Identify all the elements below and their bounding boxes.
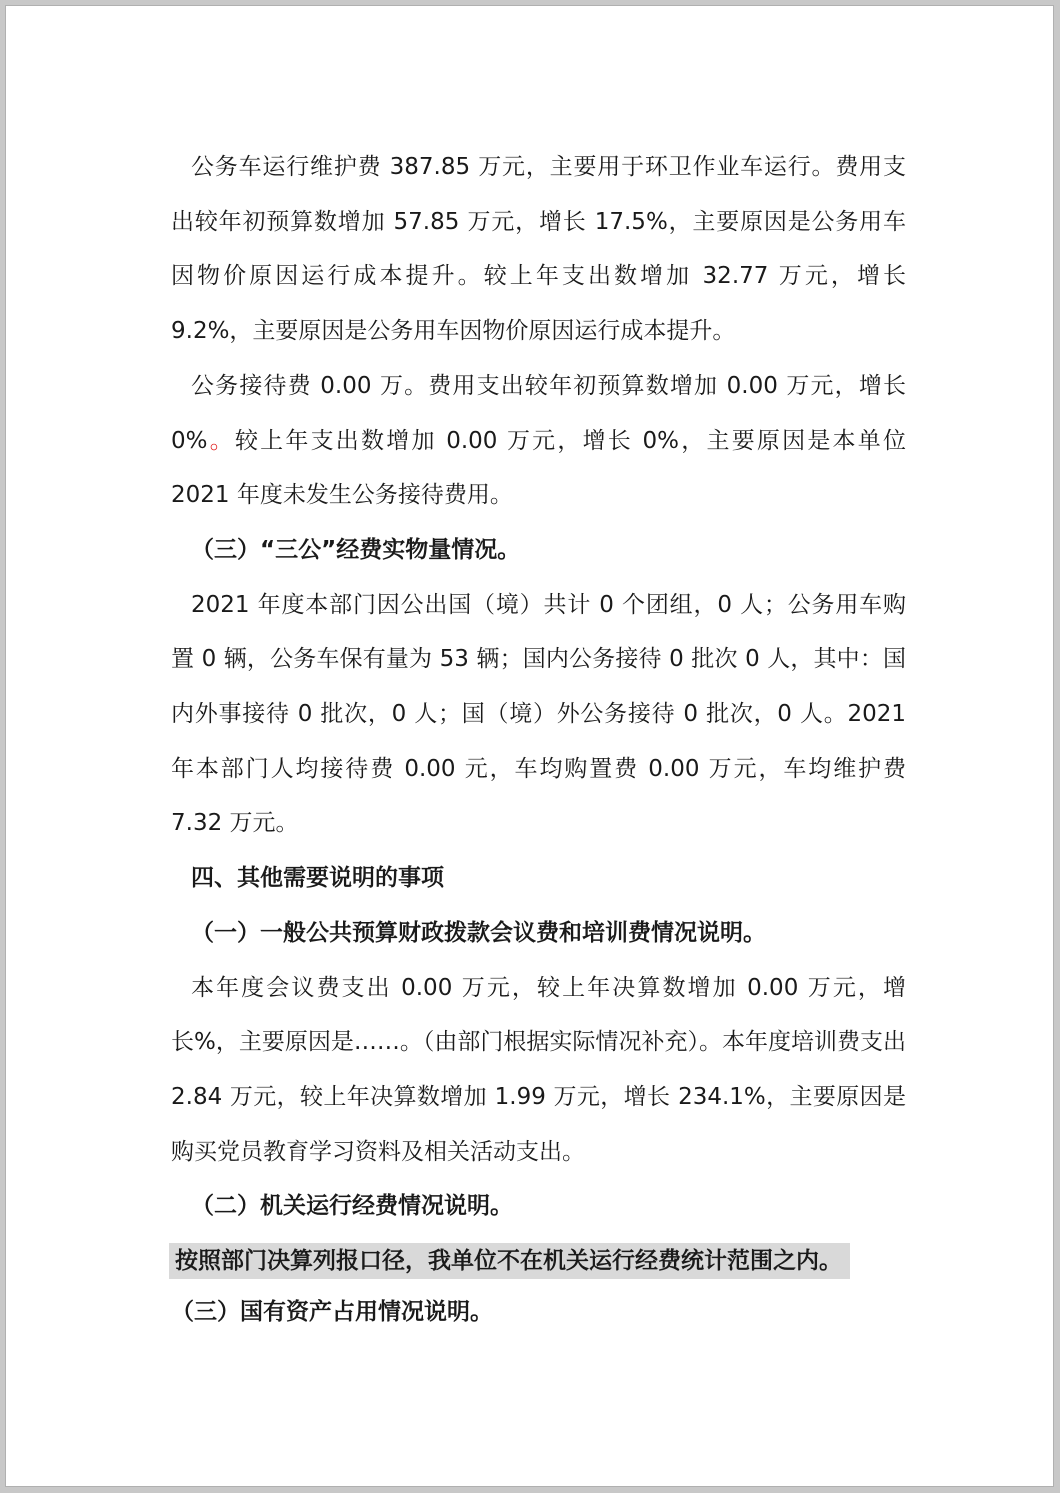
heading-state-assets: （三）国有资产占用情况说明。 xyxy=(171,1299,493,1326)
paragraph-physical-quantity: 2021 年度本部门因公出国（境）共计 0 个团组，0 人；公务用车购置 0 辆，公务车保有量为 53 辆；国内公务接待 0 批次 0 人，其中：国内外事接待 0 批次，0 人；国（境）外公务接待 0 批次，0 人。2021 年本部门人均接待费 0.00 元，车均购置费 0.00 万元，车均维护费 7.32 万元。 xyxy=(171,591,906,837)
heading-operating-expense: （二）机关运行经费情况说明。 xyxy=(191,1193,513,1220)
paragraph-reception-expense xyxy=(171,359,906,523)
reception-text-b: 较上年支出数增加 0.00 万元，增长 0%，主要原因是本单位 2021 年度未发生公务接待费用。 xyxy=(171,427,906,509)
reception-text-a: 公务接待费 0.00 万。费用支出较年初预算数增加 0.00 万元，增长 0% xyxy=(171,372,906,454)
document-page xyxy=(6,6,1053,1486)
highlighted-line-container xyxy=(171,1234,906,1289)
heading-meeting-training: （一）一般公共预算财政拨款会议费和培训费情况说明。 xyxy=(191,919,766,946)
paragraph-vehicle-maintenance: 公务车运行维护费 387.85 万元，主要用于环卫作业车运行。费用支出较年初预算数增加 57.85 万元，增长 17.5%，主要原因是公务用车因物价原因运行成本提升。较上年支出数增加 32.77 万元，增长 9.2%，主要原因是公务用车因物价原因运行成本提升。 xyxy=(171,154,906,345)
heading-other-matters: 四、其他需要说明的事项 xyxy=(191,865,444,892)
heading-physical-quantity: （三）“三公”经费实物量情况。 xyxy=(191,536,521,563)
red-period-mark: 。 xyxy=(207,427,235,454)
highlighted-statement: 按照部门决算列报口径，我单位不在机关运行经费统计范围之内。 xyxy=(169,1243,850,1279)
paragraph-meeting-training: 本年度会议费支出 0.00 万元，较上年决算数增加 0.00 万元，增长%，主要原因是……。（由部门根据实际情况补充）。本年度培训费支出 2.84 万元，较上年决算数增加 1.99 万元，增长 234.1%，主要原因是购买党员教育学习资料及相关活动支出。 xyxy=(171,974,906,1165)
document-body xyxy=(171,140,906,1340)
